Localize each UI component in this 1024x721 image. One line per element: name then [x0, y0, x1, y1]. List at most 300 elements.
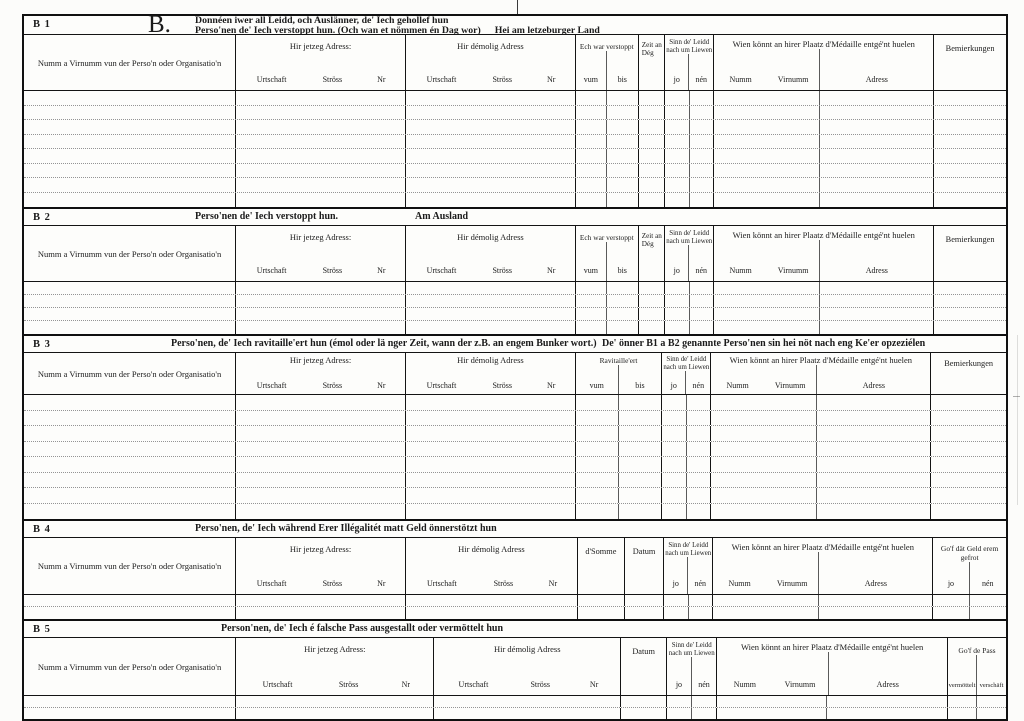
row-cell — [24, 595, 236, 606]
row-cell — [827, 708, 948, 720]
section-b2 — [24, 209, 1006, 336]
b4-title: Perso'nen, de' Iech während Erer Illégalitét matt Geld önnerstötzt hun — [195, 523, 497, 534]
row-cell — [820, 135, 934, 149]
jo-label: jo — [665, 54, 689, 90]
row-cell — [24, 308, 236, 320]
col-name-header — [24, 538, 236, 594]
col-name-header — [24, 638, 236, 695]
row-cell — [625, 607, 664, 619]
table-row — [24, 193, 1006, 208]
table-row — [24, 442, 1006, 458]
vum-label: vum — [576, 242, 607, 281]
row-cell — [934, 308, 1006, 320]
table-row — [24, 149, 1006, 164]
row-cell — [819, 607, 933, 619]
row-cell — [639, 135, 666, 149]
adress-label: Adress — [818, 552, 932, 594]
sinn-sub-labels — [665, 245, 713, 281]
row-cell — [931, 488, 1006, 503]
jetzeg-sub-labels — [236, 242, 405, 281]
row-cell — [934, 282, 1006, 294]
row-cell — [576, 321, 607, 334]
row-cell — [406, 607, 578, 619]
registration-mark-right — [1013, 396, 1020, 397]
row-cell — [639, 149, 666, 163]
row-cell — [665, 321, 690, 334]
sinn-label: Sinn de' Leidd nach um Liewen — [668, 642, 715, 657]
row-cell — [687, 504, 712, 520]
row-cell — [236, 607, 406, 619]
name-col-label: Numm a Virnumm vun der Perso'n oder Organisatio'n — [37, 561, 222, 571]
col-bemierkungen-header — [931, 353, 1006, 394]
nen-label: nén — [692, 381, 705, 390]
bis-label: bis — [617, 266, 627, 275]
row-cell — [24, 149, 236, 163]
col-jetzeg-adress-header — [236, 638, 434, 695]
row-cell — [24, 442, 236, 457]
row-cell — [690, 295, 715, 307]
b4-body — [24, 595, 1006, 619]
row-cell — [236, 295, 406, 307]
section-b5 — [24, 621, 1006, 719]
row-cell — [934, 135, 1006, 149]
b3-header-row — [24, 353, 1006, 395]
row-cell — [625, 595, 664, 606]
demolig-sub-labels — [406, 51, 575, 90]
row-cell — [639, 193, 666, 208]
row-cell — [933, 607, 969, 619]
demolig-sub-labels — [406, 365, 575, 394]
stross-label: Ströss — [322, 381, 343, 390]
gof-geld-sub-labels — [933, 562, 1006, 594]
wien-label: Wien könnt an hirer Plaatz d'Médaille entgé'nt huelen — [740, 642, 924, 652]
b5-label: B 5 — [33, 624, 51, 635]
name-col-label: Numm a Virnumm vun der Perso'n oder Organisatio'n — [37, 248, 222, 259]
stross-label: Ströss — [322, 75, 343, 84]
urtschaft-label: Urtschaft — [256, 381, 287, 390]
row-cell — [934, 193, 1006, 208]
row-cell — [931, 395, 1006, 410]
row-cell — [24, 178, 236, 192]
row-cell — [665, 295, 690, 307]
table-row — [24, 607, 1006, 619]
col-jetzeg-adress-header — [236, 35, 406, 90]
row-cell — [576, 91, 607, 105]
row-cell — [817, 442, 931, 457]
row-cell — [639, 282, 666, 294]
verstoppt-label: Ech war verstoppt — [579, 42, 634, 51]
col-name-header — [24, 353, 236, 394]
row-cell — [24, 135, 236, 149]
b1-title-line2-text: Perso'nen de' Iech verstoppt hun. (Och wan et nömmen én Dag wor) — [195, 24, 481, 36]
row-cell — [639, 295, 666, 307]
section-b1 — [24, 11, 1006, 209]
row-cell — [576, 308, 607, 320]
row-cell — [931, 426, 1006, 441]
row-cell — [977, 696, 1006, 707]
row-cell — [948, 696, 977, 707]
row-cell — [24, 457, 236, 472]
row-cell — [607, 295, 638, 307]
sinn-label: Sinn de' Leidd nach um Liewen — [666, 230, 713, 245]
b1-title-block — [195, 16, 600, 35]
datum-label: Datum — [632, 647, 655, 656]
numm-label: Numm — [728, 579, 751, 588]
row-cell — [817, 473, 931, 488]
row-cell — [236, 457, 406, 472]
b5-header-row — [24, 638, 1006, 696]
jo-label: jo — [933, 562, 969, 594]
virnumm-label: Virnumm — [784, 680, 816, 689]
stross-label: Ströss — [338, 680, 359, 689]
b2-title2: Am Ausland — [415, 211, 469, 222]
stross-label: Ströss — [322, 266, 343, 275]
row-cell — [24, 91, 236, 105]
b2-title: Perso'nen de' Iech verstoppt hun. — [195, 211, 339, 222]
stross-label: Ströss — [322, 579, 343, 588]
row-cell — [714, 164, 820, 178]
row-cell — [576, 457, 619, 472]
row-cell — [236, 488, 406, 503]
row-cell — [714, 149, 820, 163]
virnumm-label: Virnumm — [777, 266, 809, 275]
row-cell — [607, 193, 638, 208]
nr-label: Nr — [401, 680, 411, 689]
row-cell — [664, 595, 689, 606]
row-cell — [714, 282, 820, 294]
row-cell — [714, 91, 820, 105]
col-somme-header — [578, 538, 625, 594]
col-datum-header — [625, 538, 664, 594]
row-cell — [576, 178, 607, 192]
col-verstoppt-header — [576, 226, 639, 281]
col-name-header — [24, 226, 236, 281]
form-b — [22, 11, 1008, 721]
col-bemierkungen-header — [934, 226, 1006, 281]
row-cell — [665, 193, 690, 208]
nen-label: nén — [694, 579, 707, 588]
demolig-sub-labels — [434, 654, 620, 695]
nr-label: Nr — [546, 381, 556, 390]
row-cell — [820, 193, 934, 208]
stross-label: Ströss — [492, 266, 513, 275]
b4-label: B 4 — [33, 524, 51, 535]
b3-label: B 3 — [33, 339, 51, 350]
row-cell — [24, 504, 236, 520]
table-row — [24, 488, 1006, 504]
sinn-sub-labels — [667, 657, 716, 695]
b3-body — [24, 395, 1006, 519]
row-cell — [820, 91, 934, 105]
row-cell — [687, 395, 712, 410]
bemierkungen-label: Bemierkungen — [945, 235, 995, 244]
row-cell — [406, 106, 576, 120]
row-cell — [406, 488, 576, 503]
row-cell — [711, 504, 817, 520]
row-cell — [690, 120, 715, 134]
nen-label: nén — [981, 579, 994, 588]
row-cell — [714, 321, 820, 334]
row-cell — [24, 426, 236, 441]
row-cell — [607, 308, 638, 320]
verstoppt-sub-labels — [576, 242, 638, 281]
row-cell — [714, 308, 820, 320]
row-cell — [406, 411, 576, 426]
row-cell — [711, 488, 817, 503]
bemierkungen-label: Bemierkungen — [944, 359, 994, 368]
row-cell — [662, 457, 687, 472]
row-cell — [714, 106, 820, 120]
row-cell — [24, 395, 236, 410]
table-row — [24, 411, 1006, 427]
col-jetzeg-adress-header — [236, 538, 406, 594]
row-cell — [236, 149, 406, 163]
verschaft-label: verschäft — [979, 682, 1004, 689]
jetzeg-adress-label: Hir jetzeg Adress: — [289, 41, 352, 51]
row-cell — [933, 595, 969, 606]
stross-label: Ströss — [530, 680, 551, 689]
adress-label: Adress — [819, 49, 933, 90]
row-cell — [711, 442, 817, 457]
row-cell — [236, 395, 406, 410]
table-row — [24, 106, 1006, 121]
row-cell — [406, 149, 576, 163]
bemierkungen-label: Bemierkungen — [945, 44, 995, 53]
section-b4 — [24, 521, 1006, 621]
row-cell — [639, 308, 666, 320]
b5-title: Person'nen, de' Iech é falsche Pass ausgestallt oder vermöttelt hun — [221, 623, 504, 634]
row-cell — [717, 696, 827, 707]
row-cell — [236, 504, 406, 520]
row-cell — [576, 295, 607, 307]
table-row — [24, 120, 1006, 135]
table-row — [24, 426, 1006, 442]
row-cell — [970, 595, 1006, 606]
wien-sub-labels — [711, 365, 930, 394]
col-jetzeg-adress-header — [236, 226, 406, 281]
sinn-sub-labels — [665, 54, 713, 90]
demolig-sub-labels — [406, 554, 577, 594]
numm-label: Numm — [726, 381, 749, 390]
table-row — [24, 178, 1006, 193]
row-cell — [236, 120, 406, 134]
row-cell — [639, 106, 666, 120]
row-cell — [621, 696, 667, 707]
row-cell — [24, 164, 236, 178]
urtschaft-label: Urtschaft — [458, 680, 489, 689]
wien-sub-labels — [714, 240, 933, 281]
urtschaft-label: Urtschaft — [256, 75, 287, 84]
b3-title2: De' önner B1 a B2 genannte Perso'nen sin hei nöt nach eng Ke'er opzeziélen — [602, 338, 926, 349]
col-zeit-header — [639, 226, 666, 281]
nr-label: Nr — [377, 266, 386, 275]
row-cell — [619, 473, 662, 488]
jetzeg-adress-label: Hir jetzeg Adress: — [289, 232, 352, 242]
row-cell — [931, 473, 1006, 488]
table-row — [24, 473, 1006, 489]
row-cell — [662, 395, 687, 410]
row-cell — [817, 395, 931, 410]
stross-label: Ströss — [492, 75, 513, 84]
sinn-label: Sinn de' Leidd nach um Liewen — [663, 356, 710, 371]
row-cell — [665, 149, 690, 163]
jetzeg-adress-label: Hir jetzeg Adress: — [304, 644, 366, 654]
row-cell — [24, 282, 236, 294]
row-cell — [406, 120, 576, 134]
row-cell — [662, 473, 687, 488]
sinn-sub-labels — [662, 371, 710, 394]
row-cell — [576, 442, 619, 457]
row-cell — [576, 106, 607, 120]
scan-edge-artifact — [1017, 335, 1018, 505]
row-cell — [690, 282, 715, 294]
row-cell — [687, 411, 712, 426]
col-datum-header — [621, 638, 667, 695]
row-cell — [406, 504, 576, 520]
row-cell — [406, 295, 576, 307]
row-cell — [236, 708, 434, 720]
sinn-sub-labels — [664, 557, 712, 594]
row-cell — [24, 708, 236, 720]
row-cell — [236, 442, 406, 457]
urtschaft-label: Urtschaft — [426, 75, 457, 84]
wien-label: Wien könnt an hirer Plaatz d'Médaille entgé'nt huelen — [731, 542, 914, 552]
nr-label: Nr — [548, 579, 558, 588]
row-cell — [934, 106, 1006, 120]
somme-label: d'Somme — [585, 547, 617, 556]
col-gof-pass-header — [948, 638, 1006, 695]
col-sinn-header — [667, 638, 717, 695]
urtschaft-label: Urtschaft — [256, 579, 287, 588]
nen-label: nén — [698, 680, 710, 689]
row-cell — [714, 193, 820, 208]
row-cell — [578, 595, 625, 606]
row-cell — [578, 607, 625, 619]
table-row — [24, 395, 1006, 411]
row-cell — [576, 282, 607, 294]
col-ravitailleert-header — [576, 353, 662, 394]
col-zeit-header — [639, 35, 666, 90]
numm-label: Numm — [729, 75, 752, 84]
row-cell — [690, 91, 715, 105]
table-row — [24, 696, 1006, 708]
name-col-label: Numm a Virnumm vun der Perso'n oder Organisatio'n — [37, 57, 222, 68]
row-cell — [576, 120, 607, 134]
urtschaft-label: Urtschaft — [262, 680, 293, 689]
row-cell — [607, 321, 638, 334]
jetzeg-sub-labels — [236, 51, 405, 90]
row-cell — [406, 395, 576, 410]
form-letter: B. — [148, 11, 171, 38]
row-cell — [639, 178, 666, 192]
col-demolig-adress-header — [406, 353, 576, 394]
col-sinn-header — [664, 538, 713, 594]
row-cell — [662, 426, 687, 441]
col-wien-header — [714, 35, 934, 90]
row-cell — [576, 504, 619, 520]
table-row — [24, 91, 1006, 106]
row-cell — [607, 164, 638, 178]
row-cell — [690, 106, 715, 120]
row-cell — [665, 178, 690, 192]
row-cell — [820, 308, 934, 320]
b3-title-row — [24, 336, 1006, 353]
col-demolig-adress-header — [406, 35, 576, 90]
numm-label: Numm — [733, 680, 756, 689]
row-cell — [236, 321, 406, 334]
row-cell — [934, 91, 1006, 105]
b3-title: Perso'nen, de' Iech ravitaille'ert hun (émol oder lä nger Zeit, wann der z.B. an engem Bunker wort.) — [171, 338, 597, 349]
row-cell — [406, 193, 576, 208]
row-cell — [687, 442, 712, 457]
b1-title-line2 — [195, 26, 600, 36]
row-cell — [687, 457, 712, 472]
row-cell — [24, 193, 236, 208]
vum-label: vum — [576, 51, 607, 90]
row-cell — [665, 164, 690, 178]
row-cell — [690, 193, 715, 208]
row-cell — [406, 457, 576, 472]
table-row — [24, 595, 1006, 607]
table-row — [24, 708, 1006, 720]
row-cell — [576, 411, 619, 426]
col-jetzeg-adress-header — [236, 353, 406, 394]
row-cell — [607, 178, 638, 192]
nen-label: nén — [695, 266, 708, 275]
row-cell — [717, 708, 827, 720]
verstoppt-label: Ech war verstoppt — [579, 233, 634, 242]
bis-label: bis — [635, 381, 645, 390]
col-demolig-adress-header — [434, 638, 621, 695]
row-cell — [619, 426, 662, 441]
jo-label: jo — [667, 657, 692, 695]
row-cell — [639, 164, 666, 178]
demolig-sub-labels — [406, 242, 575, 281]
col-wien-header — [711, 353, 931, 394]
row-cell — [619, 504, 662, 520]
vermittelt-label: vermöttelt — [948, 655, 977, 695]
row-cell — [714, 178, 820, 192]
urtschaft-label: Urtschaft — [426, 579, 457, 588]
row-cell — [639, 120, 666, 134]
row-cell — [24, 106, 236, 120]
row-cell — [24, 696, 236, 707]
row-cell — [607, 135, 638, 149]
b2-header-row — [24, 226, 1006, 282]
row-cell — [687, 488, 712, 503]
b5-body — [24, 696, 1006, 719]
section-b3 — [24, 336, 1006, 521]
adress-label: Adress — [819, 240, 933, 281]
row-cell — [619, 411, 662, 426]
ravitailleert-sub-labels — [576, 365, 661, 394]
row-cell — [24, 488, 236, 503]
b2-body — [24, 282, 1006, 334]
wien-sub-labels — [714, 49, 933, 90]
row-cell — [714, 295, 820, 307]
col-gof-geld-header — [933, 538, 1006, 594]
row-cell — [690, 308, 715, 320]
wien-sub-labels — [713, 552, 932, 594]
row-cell — [692, 696, 718, 707]
table-row — [24, 295, 1006, 308]
row-cell — [820, 149, 934, 163]
col-demolig-adress-header — [406, 538, 578, 594]
registration-mark-top — [517, 0, 518, 14]
row-cell — [24, 295, 236, 307]
b1-title-line2-bold: Hei am letzeburger Land — [494, 24, 600, 36]
jetzeg-adress-label: Hir jetzeg Adress: — [289, 355, 352, 365]
